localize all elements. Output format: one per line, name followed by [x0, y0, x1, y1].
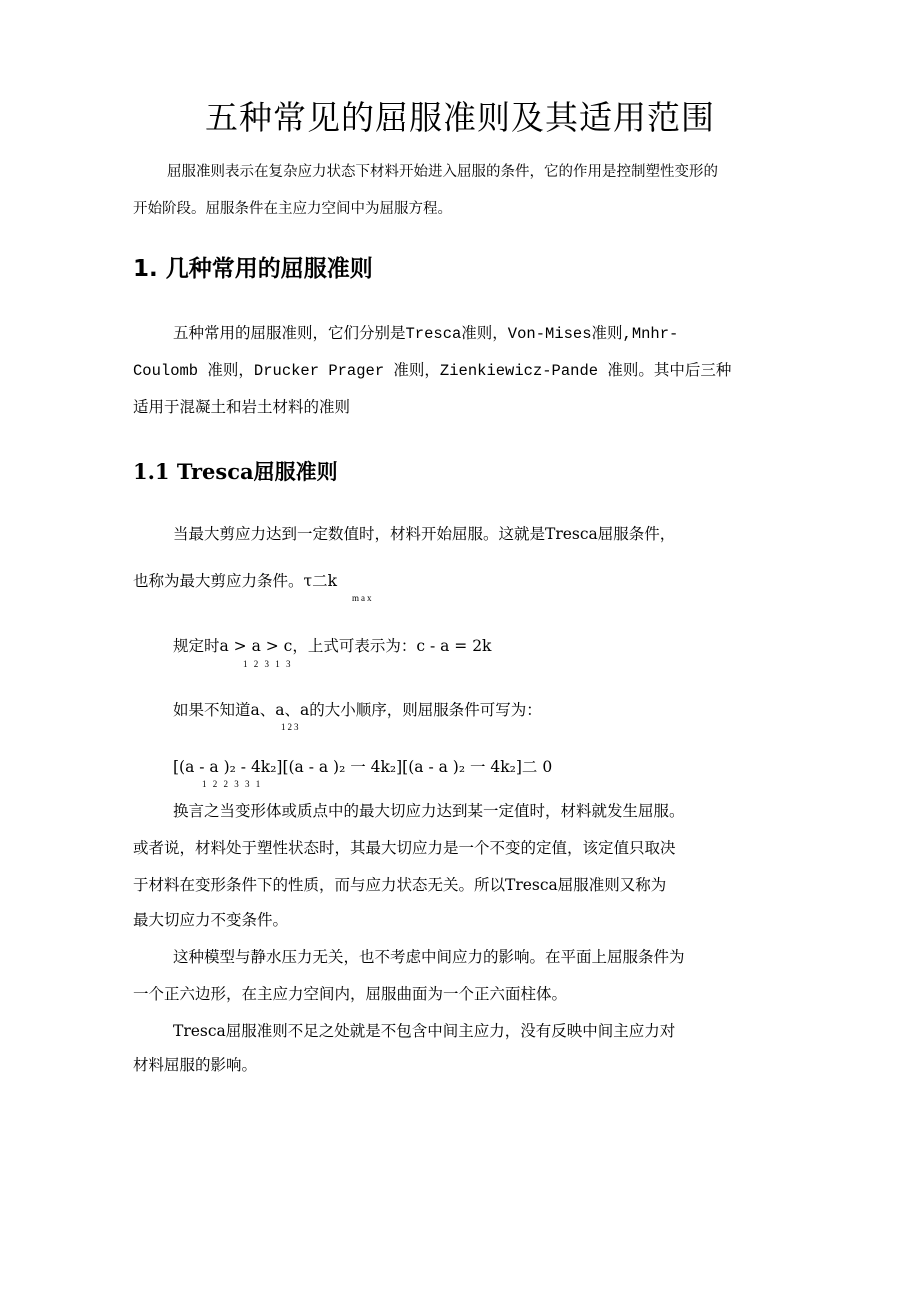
tau-subscript: max: [352, 593, 374, 603]
tresca-p4-line-1: Tresca屈服准则不足之处就是不包含中间主应力，没有反映中间主应力对: [173, 1022, 676, 1040]
intro-line-2: 开始阶段。屈服条件在主应力空间中为屈服方程。: [133, 201, 452, 217]
equation-2-subscripts: 123: [281, 722, 301, 732]
section-1-para-line-3: 适用于混凝土和岩土材料的准则: [133, 398, 351, 416]
section-1-1-heading: 1.1 Tresca屈服准则: [133, 459, 338, 484]
equation-2: 如果不知道a、a、a的大小顺序，则屈服条件可写为：: [173, 701, 542, 719]
equation-1-subscripts: 1 2 3 1 3: [243, 659, 293, 669]
tresca-p1-line-2: 也称为最大剪应力条件。τ二k: [133, 572, 337, 590]
document-title: 五种常见的屈服准则及其适用范围: [205, 98, 715, 137]
tresca-p1-line-1: 当最大剪应力达到一定数值时，材料开始屈服。这就是Tresca屈服条件，: [173, 525, 676, 543]
section-1-heading: 1. 几种常用的屈服准则: [133, 256, 373, 282]
tresca-p4-line-2: 材料屈服的影响。: [133, 1056, 258, 1074]
tresca-p3-line-2: 一个正六边形，在主应力空间内，屈服曲面为一个正六面柱体。: [133, 985, 568, 1003]
equation-3: [(a - a )₂ - 4k₂][(a - a )₂ 一 4k₂][(a - a )₂ 一 4k₂]二 0: [173, 758, 553, 776]
equation-1: 规定时a > a > c，上式可表示为：c - a = 2k: [173, 637, 492, 655]
tresca-p2-line-3: 于材料在变形条件下的性质，而与应力状态无关。所以Tresca屈服准则又称为: [133, 876, 667, 894]
tresca-p2-line-1: 换言之当变形体或质点中的最大切应力达到某一定值时，材料就发生屈服。: [173, 802, 685, 820]
section-1-para-line-1: 五种常用的屈服准则，它们分别是Tresca准则，Von-Mises准则,Mnhr-: [173, 325, 679, 343]
equation-3-subscripts: 1 2 2 3 3 1: [202, 779, 263, 789]
tresca-p2-line-2: 或者说，材料处于塑性状态时，其最大切应力是一个不变的定值，该定值只取决: [133, 839, 676, 857]
tresca-p2-line-4: 最大切应力不变条件。: [133, 911, 289, 929]
intro-line-1: 屈服准则表示在复杂应力状态下材料开始进入屈服的条件，它的作用是控制塑性变形的: [167, 164, 718, 180]
tresca-p3-line-1: 这种模型与静水压力无关，也不考虑中间应力的影响。在平面上屈服条件为: [173, 948, 685, 966]
section-1-para-line-2: Coulomb 准则，Drucker Prager 准则，Zienkiewicz-Pande 准则。其中后三种: [133, 362, 732, 380]
